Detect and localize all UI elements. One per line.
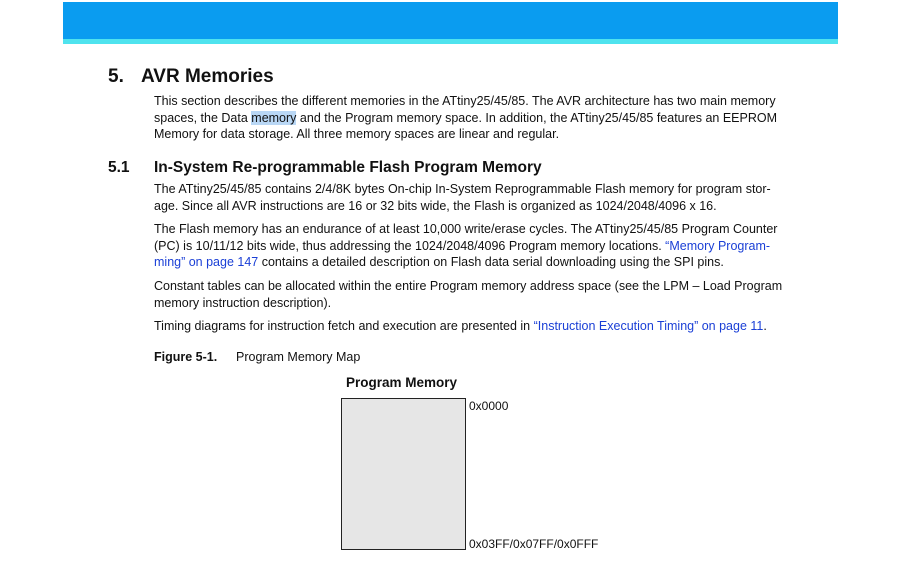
cross-reference-link[interactable]: “Instruction Execution Timing” on page 11 bbox=[533, 319, 764, 333]
program-memory-block bbox=[341, 398, 466, 550]
text-line: ming” on page 147 contains a detailed description on Flash data serial downloading using the SPI pins. bbox=[154, 255, 724, 269]
figure-caption bbox=[154, 350, 360, 364]
memory-map-title: Program Memory bbox=[346, 375, 458, 390]
cross-reference-link[interactable]: “Memory Program- bbox=[665, 238, 771, 253]
paragraph-constant-tables bbox=[154, 278, 799, 311]
section-heading bbox=[108, 66, 274, 88]
text-line: spaces, the Data memory and the Program memory space. In addition, the ATtiny25/45/85 features an EEPROM bbox=[154, 110, 778, 125]
text-line: The ATtiny25/45/85 contains 2/4/8K bytes On-chip In-System Reprogrammable Flash memory for program stor- bbox=[154, 182, 771, 196]
figure-caption-text: Program Memory Map bbox=[236, 350, 361, 364]
paragraph-timing-diagrams bbox=[154, 318, 799, 335]
text-line: memory instruction description). bbox=[154, 295, 332, 310]
text-line: The Flash memory has an endurance of at least 10,000 write/erase cycles. The ATtiny25/45/85 Program Counter bbox=[154, 222, 778, 236]
section-intro-paragraph bbox=[154, 93, 799, 143]
address-end-label: 0x03FF/0x07FF/0x0FFF bbox=[469, 537, 599, 551]
text-line: Timing diagrams for instruction fetch and execution are presented in “Instruction Execution Timing” on page 11. bbox=[154, 319, 767, 333]
figure-number: Figure 5-1. bbox=[154, 350, 218, 364]
header-banner-strip bbox=[63, 39, 838, 44]
subsection-title: In-System Re-programmable Flash Program Memory bbox=[154, 159, 542, 176]
address-start-label: 0x0000 bbox=[469, 399, 509, 413]
text-line: Memory for data storage. All three memory spaces are linear and regular. bbox=[154, 127, 560, 141]
text-line: Constant tables can be allocated within the entire Program memory address space (see the LPM – Load Program bbox=[154, 279, 783, 293]
paragraph-endurance bbox=[154, 221, 799, 271]
text-line: (PC) is 10/11/12 bits wide, thus addressing the 1024/2048/4096 Program memory locations. “Memory Program- bbox=[154, 238, 771, 253]
highlighted-word: memory bbox=[251, 110, 297, 125]
subsection-heading bbox=[108, 159, 542, 177]
section-title: AVR Memories bbox=[141, 66, 274, 87]
subsection-number: 5.1 bbox=[108, 159, 130, 176]
paragraph-flash-size bbox=[154, 181, 799, 214]
cross-reference-link[interactable]: ming” on page 147 bbox=[154, 255, 259, 269]
section-number: 5. bbox=[108, 66, 124, 87]
text-line: This section describes the different memories in the ATtiny25/45/85. The AVR architecture has two main memory bbox=[154, 94, 776, 108]
text-line: age. Since all AVR instructions are 16 or 32 bits wide, the Flash is organized as 1024/2048/4096 x 16. bbox=[154, 198, 717, 213]
header-banner bbox=[63, 2, 838, 39]
